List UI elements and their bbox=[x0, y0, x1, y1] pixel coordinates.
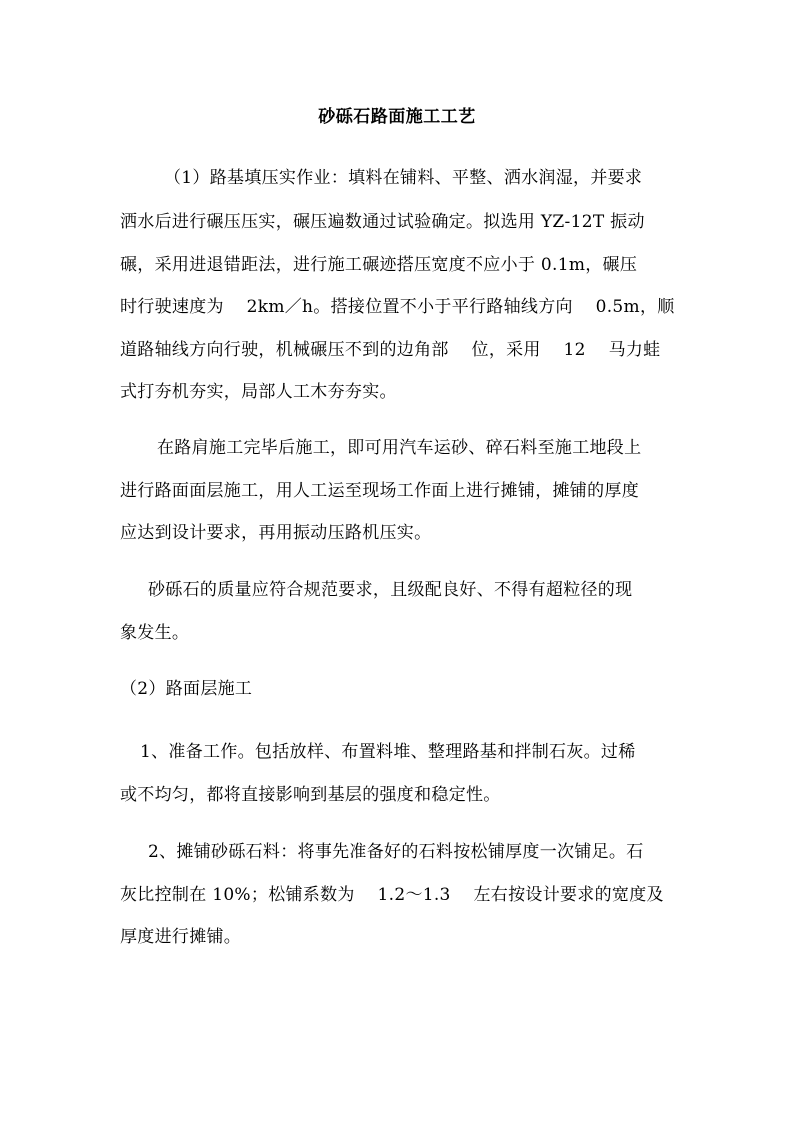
para2-line-3: 应达到设计要求，再用振动压路机压实。 bbox=[120, 523, 432, 543]
para1-line-3: 碾，采用进退错距法，进行施工碾迹搭压宽度不应小于 0.1m，碾压 bbox=[120, 255, 638, 275]
section-heading-2: （2）路面层施工 bbox=[120, 679, 253, 699]
para1-line-2: 洒水后进行碾压压实，碾压遍数通过试验确定。拟选用 YZ-12T 振动 bbox=[120, 212, 645, 232]
para3-line-2: 象发生。 bbox=[120, 623, 190, 643]
para1-line-1: （1）路基填压实作业：填料在铺料、平整、洒水润湿，并要求 bbox=[164, 168, 643, 188]
para2-line-2: 进行路面面层施工，用人工运至现场工作面上进行摊铺，摊铺的厚度 bbox=[120, 481, 639, 501]
para5-line-3: 厚度进行摊铺。 bbox=[120, 927, 242, 947]
para2-line-1: 在路肩施工完毕后施工，即可用汽车运砂、碎石料至施工地段上 bbox=[157, 438, 642, 458]
para1-line-4: 时行驶速度为 2km／h。搭接位置不小于平行路轴线方向 0.5m，顺 bbox=[120, 297, 675, 317]
document-title: 砂砾石路面施工工艺 bbox=[318, 107, 476, 127]
para4-line-1: 1、准备工作。包括放样、布置料堆、整理路基和拌制石灰。过稀 bbox=[140, 742, 636, 762]
para1-line-6: 式打夯机夯实，局部人工木夯夯实。 bbox=[120, 382, 397, 402]
para5-line-1: 2、摊铺砂砾石料：将事先准备好的石料按松铺厚度一次铺足。石 bbox=[148, 842, 644, 862]
para3-line-1: 砂砾石的质量应符合规范要求，且级配良好、不得有超粒径的现 bbox=[148, 580, 633, 600]
para5-line-2: 灰比控制在 10%；松铺系数为 1.2～1.3 左右按设计要求的宽度及 bbox=[120, 885, 664, 905]
para4-line-2: 或不均匀，都将直接影响到基层的强度和稳定性。 bbox=[120, 785, 501, 805]
para1-line-5: 道路轴线方向行驶，机械碾压不到的边角部 位，采用 12 马力蛙 bbox=[120, 340, 661, 360]
